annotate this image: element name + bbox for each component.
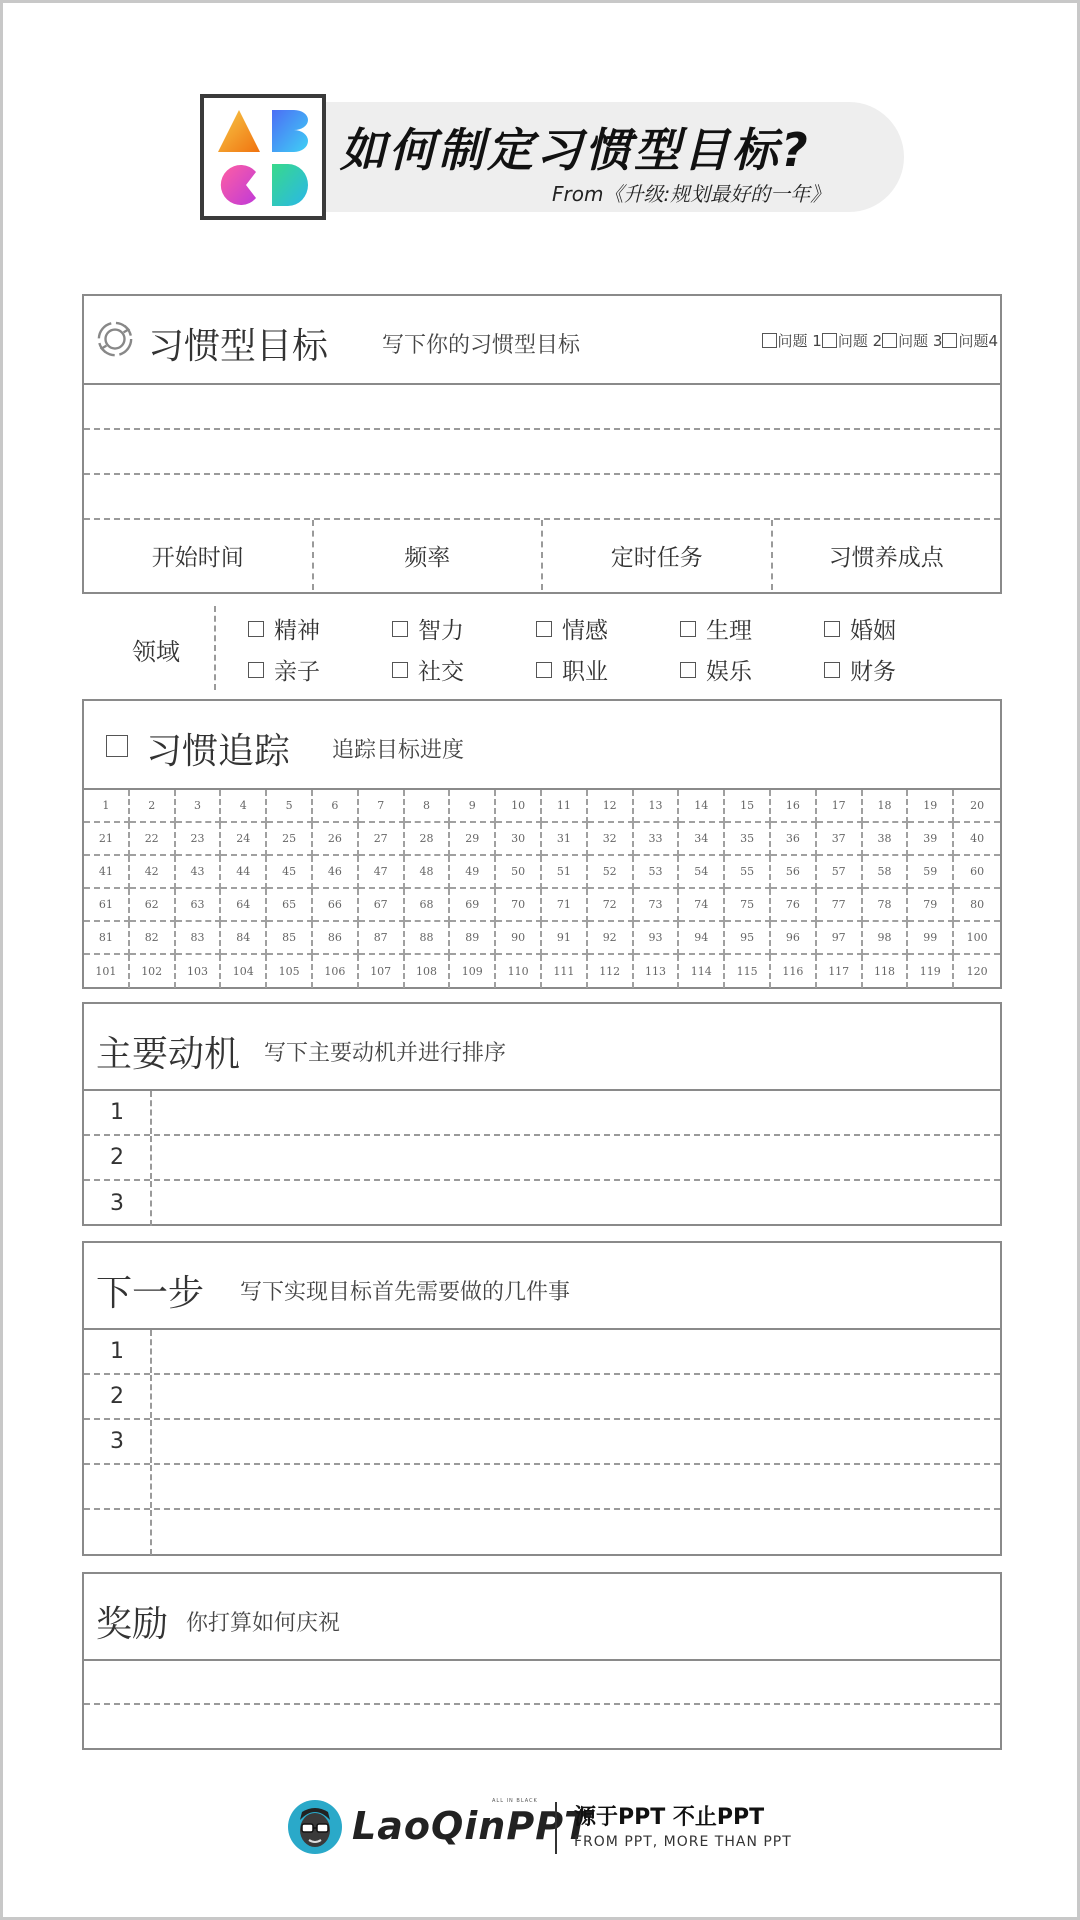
- tracking-day-cell[interactable]: 83: [176, 922, 222, 955]
- tracking-day-cell[interactable]: 95: [725, 922, 771, 955]
- domain-option-label: 情感: [562, 618, 608, 644]
- motivation-title: 主要动机: [96, 1034, 241, 1075]
- tracking-day-cell[interactable]: 61: [84, 889, 130, 922]
- list-number: 1: [84, 1330, 152, 1373]
- tracking-day-cell[interactable]: 46: [313, 856, 359, 889]
- question-checkbox-1[interactable]: 问题 1: [762, 330, 822, 351]
- habit-goal-line-3[interactable]: [84, 475, 1000, 520]
- tracking-day-cell[interactable]: 23: [176, 823, 222, 856]
- tracking-day-cell[interactable]: 6: [313, 790, 359, 823]
- scheduled-task-cell[interactable]: 定时任务: [543, 520, 773, 590]
- tracking-day-cell[interactable]: 75: [725, 889, 771, 922]
- tracking-day-cell[interactable]: 97: [817, 922, 863, 955]
- tracking-grid: [84, 790, 1000, 988]
- checkbox-icon: [680, 621, 696, 637]
- domain-option[interactable]: [392, 612, 536, 645]
- habit-goal-hint: 写下你的习惯型目标: [382, 333, 581, 358]
- tracking-day-cell[interactable]: 11: [542, 790, 588, 823]
- tracking-day-cell[interactable]: 115: [725, 955, 771, 988]
- domain-option[interactable]: [248, 612, 392, 645]
- tracking-day-cell[interactable]: 45: [267, 856, 313, 889]
- tracking-day-cell[interactable]: 21: [84, 823, 130, 856]
- tracking-day-cell[interactable]: 101: [84, 955, 130, 988]
- motivation-list: [84, 1091, 1000, 1226]
- tracking-day-cell[interactable]: 26: [313, 823, 359, 856]
- tracking-day-cell[interactable]: 107: [359, 955, 405, 988]
- tracking-day-cell[interactable]: 68: [405, 889, 451, 922]
- tracking-day-cell[interactable]: 24: [221, 823, 267, 856]
- habit-tracking-section: [82, 699, 1002, 989]
- next-steps-title: 下一步: [96, 1273, 205, 1314]
- checkbox-icon: [392, 662, 408, 678]
- domain-option[interactable]: [824, 612, 968, 645]
- tracking-day-cell[interactable]: 25: [267, 823, 313, 856]
- tracking-day-cell[interactable]: 73: [634, 889, 680, 922]
- tracking-day-cell[interactable]: 22: [130, 823, 176, 856]
- tracking-day-cell[interactable]: 40: [954, 823, 1000, 856]
- tracking-day-cell[interactable]: 38: [863, 823, 909, 856]
- tracking-day-cell[interactable]: 29: [450, 823, 496, 856]
- next-steps-list: [84, 1330, 1000, 1555]
- footer-brand: LaoQinPPT: [352, 1804, 591, 1848]
- domain-option-label: 生理: [706, 618, 752, 644]
- footer-tagline: ALL IN BLACK: [492, 1798, 538, 1804]
- tracking-day-cell[interactable]: 86: [313, 922, 359, 955]
- list-row: [84, 1091, 1000, 1136]
- list-number: 1: [84, 1091, 152, 1134]
- tracking-day-cell[interactable]: 66: [313, 889, 359, 922]
- list-entry-line[interactable]: [152, 1420, 1000, 1463]
- motivation-header: [84, 1004, 1000, 1091]
- tracking-day-cell[interactable]: 71: [542, 889, 588, 922]
- question-checkbox-2[interactable]: 问题 2: [822, 330, 882, 351]
- checkbox-icon: [680, 662, 696, 678]
- list-row: [84, 1181, 1000, 1226]
- list-number: 2: [84, 1375, 152, 1418]
- tracking-day-cell[interactable]: 42: [130, 856, 176, 889]
- list-entry-line[interactable]: [152, 1091, 1000, 1134]
- list-row: [84, 1136, 1000, 1181]
- tracking-day-cell[interactable]: 30: [496, 823, 542, 856]
- tracking-day-cell[interactable]: 1: [84, 790, 130, 823]
- tracking-day-cell[interactable]: 13: [634, 790, 680, 823]
- reward-title: 奖励: [96, 1604, 169, 1645]
- tracking-day-cell[interactable]: 99: [908, 922, 954, 955]
- tracking-day-cell[interactable]: 63: [176, 889, 222, 922]
- tracking-day-cell[interactable]: 37: [817, 823, 863, 856]
- tracking-day-cell[interactable]: 35: [725, 823, 771, 856]
- page-title: 如何制定习惯型目标?: [340, 123, 811, 177]
- tracking-day-cell[interactable]: 78: [863, 889, 909, 922]
- tracking-day-cell[interactable]: 48: [405, 856, 451, 889]
- list-entry-line[interactable]: [152, 1465, 1000, 1508]
- checkbox-icon: [248, 662, 264, 678]
- habit-goal-title: 习惯型目标: [148, 326, 329, 367]
- list-entry-line[interactable]: [152, 1510, 1000, 1555]
- reward-section: [82, 1572, 1002, 1750]
- tracking-day-cell[interactable]: 117: [817, 955, 863, 988]
- tracking-day-cell[interactable]: 18: [863, 790, 909, 823]
- checkbox-icon: [392, 621, 408, 637]
- tracking-day-cell[interactable]: 3: [176, 790, 222, 823]
- tracking-day-cell[interactable]: 32: [588, 823, 634, 856]
- tracking-day-cell[interactable]: 20: [954, 790, 1000, 823]
- tracking-day-cell[interactable]: 62: [130, 889, 176, 922]
- tracking-day-cell[interactable]: 76: [771, 889, 817, 922]
- tracking-day-cell[interactable]: 33: [634, 823, 680, 856]
- list-entry-line[interactable]: [152, 1330, 1000, 1373]
- tracking-day-cell[interactable]: 116: [771, 955, 817, 988]
- checkbox-icon: [942, 333, 957, 348]
- tracking-day-cell[interactable]: 16: [771, 790, 817, 823]
- tracking-day-cell[interactable]: 58: [863, 856, 909, 889]
- reward-header: [84, 1574, 1000, 1661]
- tracking-day-cell[interactable]: 34: [679, 823, 725, 856]
- checkbox-icon: [882, 333, 897, 348]
- tracking-day-cell[interactable]: 120: [966, 965, 988, 978]
- tracking-day-cell[interactable]: 12: [588, 790, 634, 823]
- tracking-day-cell[interactable]: 19: [908, 790, 954, 823]
- tracking-day-cell[interactable]: 54: [679, 856, 725, 889]
- tracking-day-cell[interactable]: 119: [908, 955, 954, 988]
- footer-divider: [555, 1802, 557, 1854]
- refresh-cycle-icon: [96, 320, 134, 358]
- tracking-day-cell[interactable]: 27: [359, 823, 405, 856]
- tracking-day-cell[interactable]: 88: [405, 922, 451, 955]
- tracking-day-cell[interactable]: 43: [176, 856, 222, 889]
- tracking-day-cell[interactable]: 82: [130, 922, 176, 955]
- habit-goal-line-2[interactable]: [84, 430, 1000, 475]
- abcd-logo: [200, 94, 326, 220]
- domain-option-label: 职业: [562, 659, 608, 685]
- tracking-day-cell[interactable]: 41: [84, 856, 130, 889]
- tracking-day-cell[interactable]: 52: [588, 856, 634, 889]
- tracking-day-cell[interactable]: 14: [679, 790, 725, 823]
- tracking-title: 习惯追踪: [146, 731, 291, 772]
- frequency-cell[interactable]: 频率: [314, 520, 544, 590]
- question-checkbox-4[interactable]: 问题4: [942, 330, 998, 351]
- avatar-icon: [288, 1800, 342, 1854]
- tracking-day-cell[interactable]: 109: [450, 955, 496, 988]
- tracking-day-cell[interactable]: 79: [908, 889, 954, 922]
- start-time-cell[interactable]: 开始时间: [84, 520, 314, 590]
- tracking-day-cell[interactable]: 55: [725, 856, 771, 889]
- domain-divider: [214, 606, 216, 690]
- domain-option-label: 娱乐: [706, 659, 752, 685]
- tracking-day-cell[interactable]: 15: [725, 790, 771, 823]
- list-row: [84, 1330, 1000, 1375]
- tracking-day-cell[interactable]: 7: [359, 790, 405, 823]
- checkbox-icon: [824, 621, 840, 637]
- tracking-checkbox[interactable]: [106, 735, 128, 757]
- tracking-day-cell[interactable]: 106: [313, 955, 359, 988]
- tracking-day-cell[interactable]: 96: [771, 922, 817, 955]
- tracking-day-cell[interactable]: 39: [908, 823, 954, 856]
- next-steps-section: [82, 1241, 1002, 1556]
- list-number: 3: [84, 1181, 152, 1226]
- checkbox-icon: [762, 333, 777, 348]
- tracking-day-cell[interactable]: 108: [405, 955, 451, 988]
- tracking-day-cell[interactable]: 113: [634, 955, 680, 988]
- page-subtitle: From《升级:规划最好的一年》: [552, 182, 831, 206]
- tracking-day-cell[interactable]: 36: [771, 823, 817, 856]
- tracking-day-cell[interactable]: 112: [588, 955, 634, 988]
- checkbox-icon: [536, 621, 552, 637]
- tracking-day-cell[interactable]: 49: [450, 856, 496, 889]
- tracking-day-cell[interactable]: 98: [863, 922, 909, 955]
- list-entry-line[interactable]: [152, 1181, 1000, 1226]
- domain-option[interactable]: [680, 653, 824, 686]
- tracking-day-cell[interactable]: 59: [908, 856, 954, 889]
- tracking-day-cell[interactable]: 91: [542, 922, 588, 955]
- domain-label: 领域: [132, 638, 180, 666]
- next-steps-header: [84, 1243, 1000, 1330]
- habit-goal-header: [84, 296, 1000, 385]
- tracking-day-cell[interactable]: 53: [634, 856, 680, 889]
- checkbox-icon: [824, 662, 840, 678]
- tracking-day-cell[interactable]: 64: [221, 889, 267, 922]
- list-number: [84, 1510, 152, 1555]
- tracking-day-cell[interactable]: 69: [450, 889, 496, 922]
- tracking-day-cell[interactable]: 110: [496, 955, 542, 988]
- domain-option[interactable]: [248, 653, 392, 686]
- tracking-day-cell[interactable]: 57: [817, 856, 863, 889]
- tracking-day-cell[interactable]: 56: [771, 856, 817, 889]
- tracking-day-cell[interactable]: 44: [221, 856, 267, 889]
- domain-options: [248, 612, 968, 686]
- reward-line-2[interactable]: [84, 1705, 1000, 1748]
- tracking-day-cell[interactable]: 102: [130, 955, 176, 988]
- reward-line-1[interactable]: [84, 1661, 1000, 1705]
- tracking-day-cell[interactable]: 89: [450, 922, 496, 955]
- domain-option[interactable]: [536, 612, 680, 645]
- tracking-day-cell[interactable]: 50: [496, 856, 542, 889]
- tracking-day-cell[interactable]: 81: [84, 922, 130, 955]
- habit-goal-line-1[interactable]: [84, 385, 1000, 430]
- tracking-day-cell[interactable]: 87: [359, 922, 405, 955]
- domain-section: [82, 602, 1002, 692]
- tracking-day-cell[interactable]: 105: [267, 955, 313, 988]
- tracking-day-cell[interactable]: 103: [176, 955, 222, 988]
- tracking-day-cell[interactable]: 100: [954, 922, 1000, 955]
- tracking-day-cell[interactable]: 94: [679, 922, 725, 955]
- domain-option[interactable]: [536, 653, 680, 686]
- list-entry-line[interactable]: [152, 1375, 1000, 1418]
- domain-option-label: 财务: [850, 659, 896, 685]
- tracking-day-cell[interactable]: 77: [817, 889, 863, 922]
- tracking-day-cell[interactable]: 85: [267, 922, 313, 955]
- list-number: 2: [84, 1136, 152, 1179]
- tracking-day-cell[interactable]: 17: [817, 790, 863, 823]
- tracking-day-cell[interactable]: 70: [496, 889, 542, 922]
- tracking-day-cell[interactable]: 47: [359, 856, 405, 889]
- tracking-day-cell[interactable]: 10: [496, 790, 542, 823]
- tracking-header: [84, 701, 1000, 790]
- checkbox-icon: [822, 333, 837, 348]
- domain-option[interactable]: [824, 653, 968, 686]
- list-row: [84, 1510, 1000, 1555]
- question-checkbox-3[interactable]: 问题 3: [882, 330, 942, 351]
- habit-trigger-cell[interactable]: 习惯养成点: [828, 544, 944, 571]
- tracking-day-cell[interactable]: 8: [405, 790, 451, 823]
- list-row: [84, 1375, 1000, 1420]
- question-checkboxes: [762, 330, 998, 351]
- tracking-day-cell[interactable]: 114: [679, 955, 725, 988]
- list-row: [84, 1420, 1000, 1465]
- tracking-day-cell[interactable]: 9: [450, 790, 496, 823]
- header: [200, 94, 904, 220]
- list-number: 3: [84, 1420, 152, 1463]
- tracking-day-cell[interactable]: 31: [542, 823, 588, 856]
- domain-option-label: 社交: [418, 659, 464, 685]
- list-entry-line[interactable]: [152, 1136, 1000, 1179]
- domain-option[interactable]: [680, 612, 824, 645]
- list-number: [84, 1465, 152, 1508]
- tracking-day-cell[interactable]: 2: [130, 790, 176, 823]
- checkbox-icon: [536, 662, 552, 678]
- tracking-day-cell[interactable]: 80: [954, 889, 1000, 922]
- habit-goal-section: [82, 294, 1002, 594]
- habit-meta-row: [84, 520, 1000, 590]
- footer-slogan-en: FROM PPT, MORE THAN PPT: [574, 1834, 792, 1850]
- tracking-day-cell[interactable]: 90: [496, 922, 542, 955]
- domain-option-label: 智力: [418, 618, 464, 644]
- tracking-day-cell[interactable]: 60: [954, 856, 1000, 889]
- motivation-section: [82, 1002, 1002, 1226]
- checkbox-icon: [248, 621, 264, 637]
- tracking-day-cell[interactable]: 111: [542, 955, 588, 988]
- reward-hint: 你打算如何庆祝: [186, 1611, 341, 1636]
- tracking-day-cell[interactable]: 4: [221, 790, 267, 823]
- tracking-day-cell[interactable]: 5: [267, 790, 313, 823]
- tracking-day-cell[interactable]: 92: [588, 922, 634, 955]
- footer-slogan: 源于PPT 不止PPT: [574, 1805, 765, 1830]
- tracking-day-cell[interactable]: 74: [679, 889, 725, 922]
- abcd-logo-icon: [212, 106, 322, 216]
- list-row: [84, 1465, 1000, 1510]
- tracking-day-cell[interactable]: 84: [221, 922, 267, 955]
- tracking-day-cell[interactable]: 65: [267, 889, 313, 922]
- tracking-day-cell[interactable]: 67: [359, 889, 405, 922]
- domain-option[interactable]: [392, 653, 536, 686]
- tracking-day-cell[interactable]: 72: [588, 889, 634, 922]
- tracking-day-cell[interactable]: 104: [221, 955, 267, 988]
- tracking-day-cell[interactable]: 93: [634, 922, 680, 955]
- domain-option-label: 婚姻: [850, 618, 896, 644]
- tracking-day-cell[interactable]: 51: [542, 856, 588, 889]
- domain-option-label: 亲子: [274, 659, 320, 685]
- footer: [288, 1798, 808, 1858]
- tracking-day-cell[interactable]: 28: [405, 823, 451, 856]
- motivation-hint: 写下主要动机并进行排序: [264, 1041, 507, 1066]
- domain-option-label: 精神: [274, 618, 320, 644]
- next-steps-hint: 写下实现目标首先需要做的几件事: [240, 1280, 571, 1305]
- tracking-day-cell[interactable]: 118: [863, 955, 909, 988]
- tracking-hint: 追踪目标进度: [332, 738, 465, 763]
